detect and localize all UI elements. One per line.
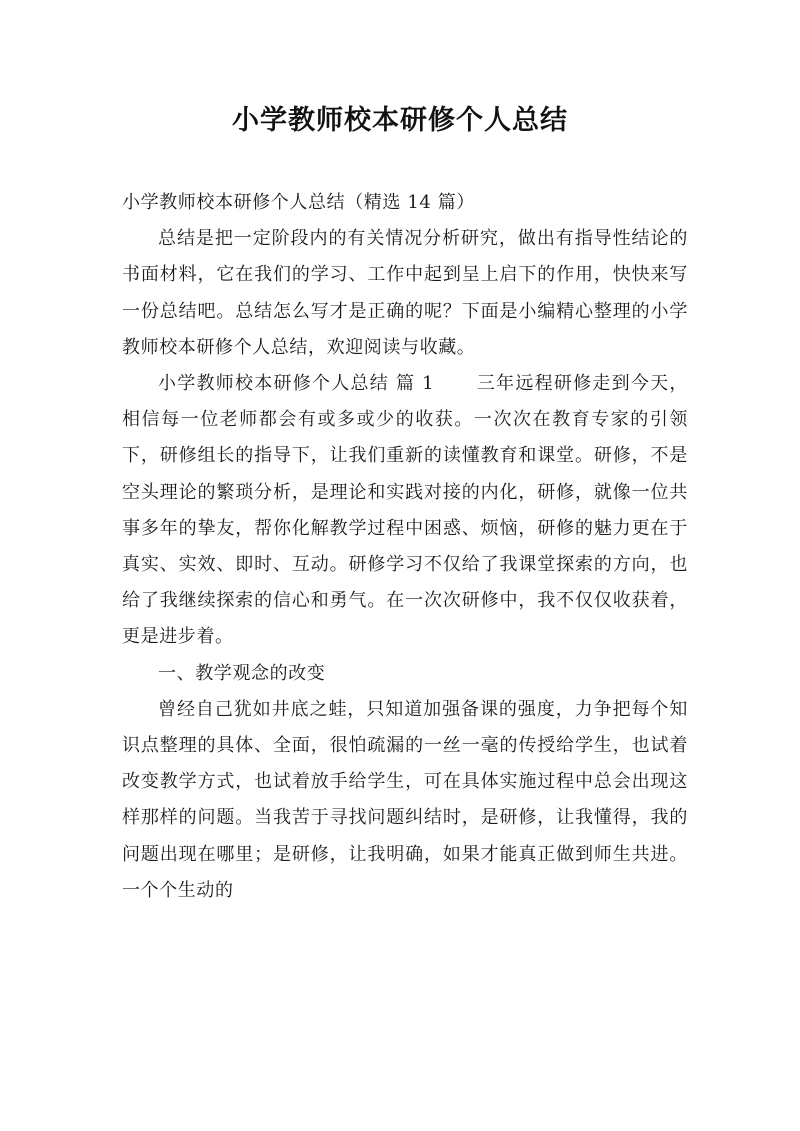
document-subtitle: 小学教师校本研修个人总结（精选 14 篇） — [122, 192, 475, 213]
section-1-heading: 一、教学观念的改变 — [158, 662, 326, 684]
article-1-text: 三年远程研修走到今天，相信每一位老师都会有或多或少的收获。一次次在教育专家的引领下，研修组长的指导下，让我们重新的读懂教育和课堂。研修，不是空头理论的繁琐分析，是理论和实践对接的内化，研修，就像一位共事多年的挚友，帮你化解教学过程中困惑、烦恼，研修的魅力更在于真实、实效、即时、互动。研修学习不仅给了我课堂探索的方向，也给了我继续探索的信心和勇气。在一次次研修中，我不仅仅收获着，更是进步着。 — [122, 373, 688, 648]
document-body — [122, 185, 688, 909]
intro-paragraph: 总结是把一定阶段内的有关情况分析研究，做出有指导性结论的书面材料，它在我们的学习、工作中起到呈上启下的作用，快快来写一份总结吧。总结怎么写才是正确的呢？下面是小编精心整理的小学教师校本研修个人总结，欢迎阅读与收藏。 — [122, 228, 688, 358]
document-title: 小学教师校本研修个人总结 — [232, 105, 568, 136]
section-1-paragraph: 曾经自己犹如井底之蛙，只知道加强备课的强度，力争把每个知识点整理的具体、全面，很怕疏漏的一丝一毫的传授给学生，也试着改变教学方式，也试着放手给学生，可在具体实施过程中总会出现这样那样的问题。当我苦于寻找问题纠结时，是研修，让我懂得，我的问题出现在哪里；是研修，让我明确，如果才能真正做到师生共进。一个个生动的 — [122, 698, 688, 901]
article-1-heading: 小学教师校本研修个人总结 篇 1 — [158, 373, 435, 395]
article-1-paragraph — [122, 366, 688, 656]
